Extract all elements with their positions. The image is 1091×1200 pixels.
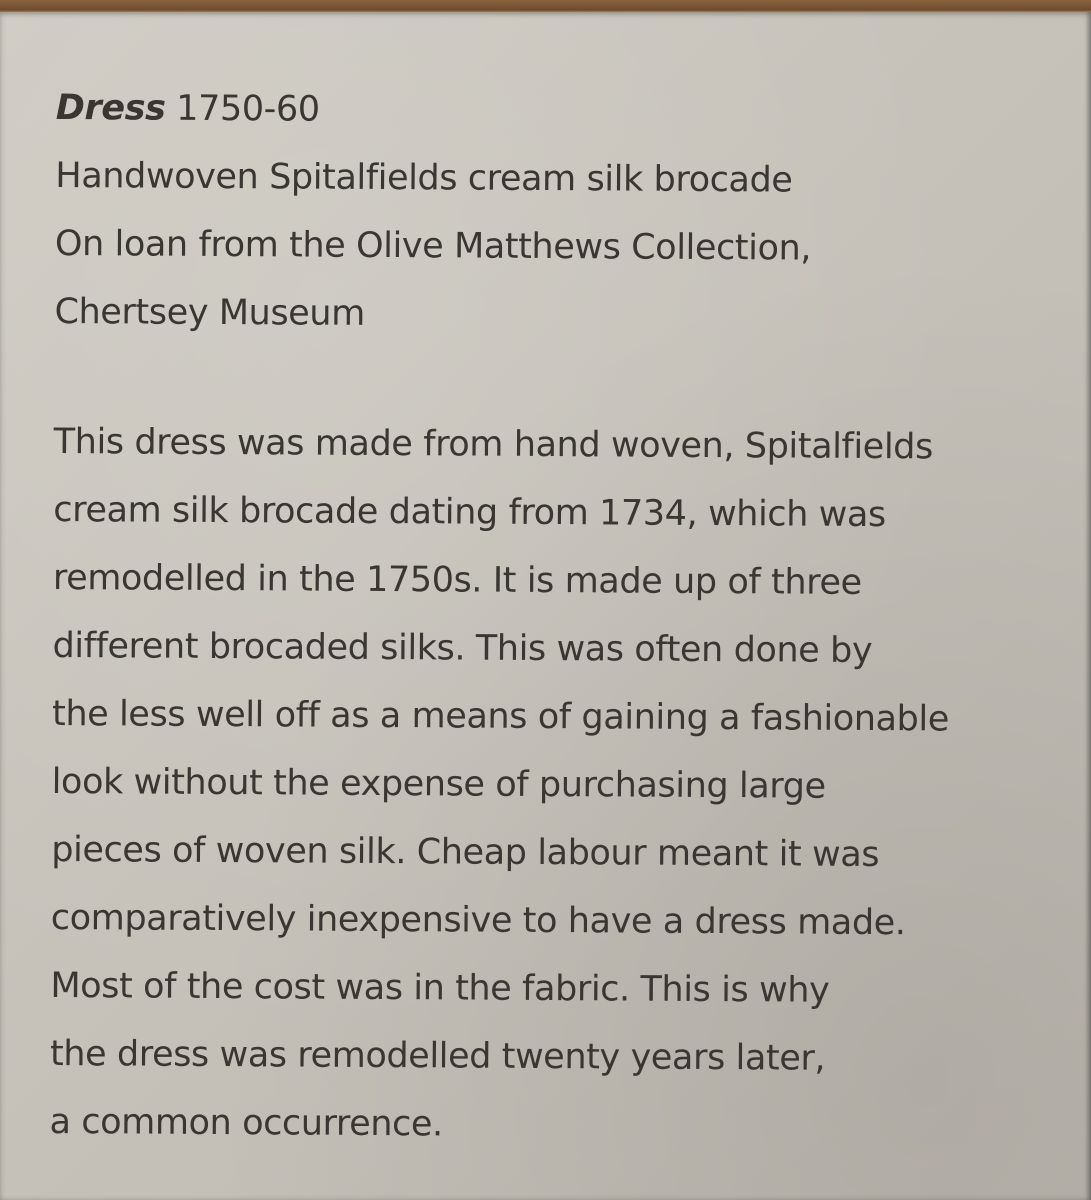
loan-credit-line-2: Chertsey Museum <box>54 291 365 334</box>
object-date: 1750-60 <box>176 88 320 130</box>
description-line: remodelled in the 1750s. It is made up of three <box>52 557 862 603</box>
description-line: comparatively inexpensive to have a dress made. <box>50 897 906 944</box>
label-text-block <box>49 74 1066 1162</box>
description-line: Most of the cost was in the fabric. This is why <box>50 965 830 1011</box>
description-line: different brocaded silks. This was often done by <box>52 625 873 671</box>
object-title: Dress <box>55 87 166 129</box>
description-line: the less well off as a means of gaining a fashionable <box>51 693 950 740</box>
description-line: look without the expense of purchasing large <box>51 761 826 807</box>
object-title-line <box>56 74 1066 148</box>
object-material: Handwoven Spitalfields cream silk brocade <box>55 155 793 201</box>
label-card <box>0 12 1091 1200</box>
description-line: the dress was remodelled twenty years later, <box>49 1033 826 1079</box>
description-line: This dress was made from hand woven, Spitalfields <box>53 421 933 468</box>
loan-credit-line-1: On loan from the Olive Matthews Collection, <box>54 223 812 269</box>
card-shadow-edge <box>1085 12 1091 1200</box>
description-paragraph <box>49 408 1064 1162</box>
description-line: a common occurrence. <box>49 1101 443 1145</box>
description-line: cream silk brocade dating from 1734, which was <box>53 489 886 536</box>
description-line: pieces of woven silk. Cheap labour meant it was <box>51 829 880 876</box>
